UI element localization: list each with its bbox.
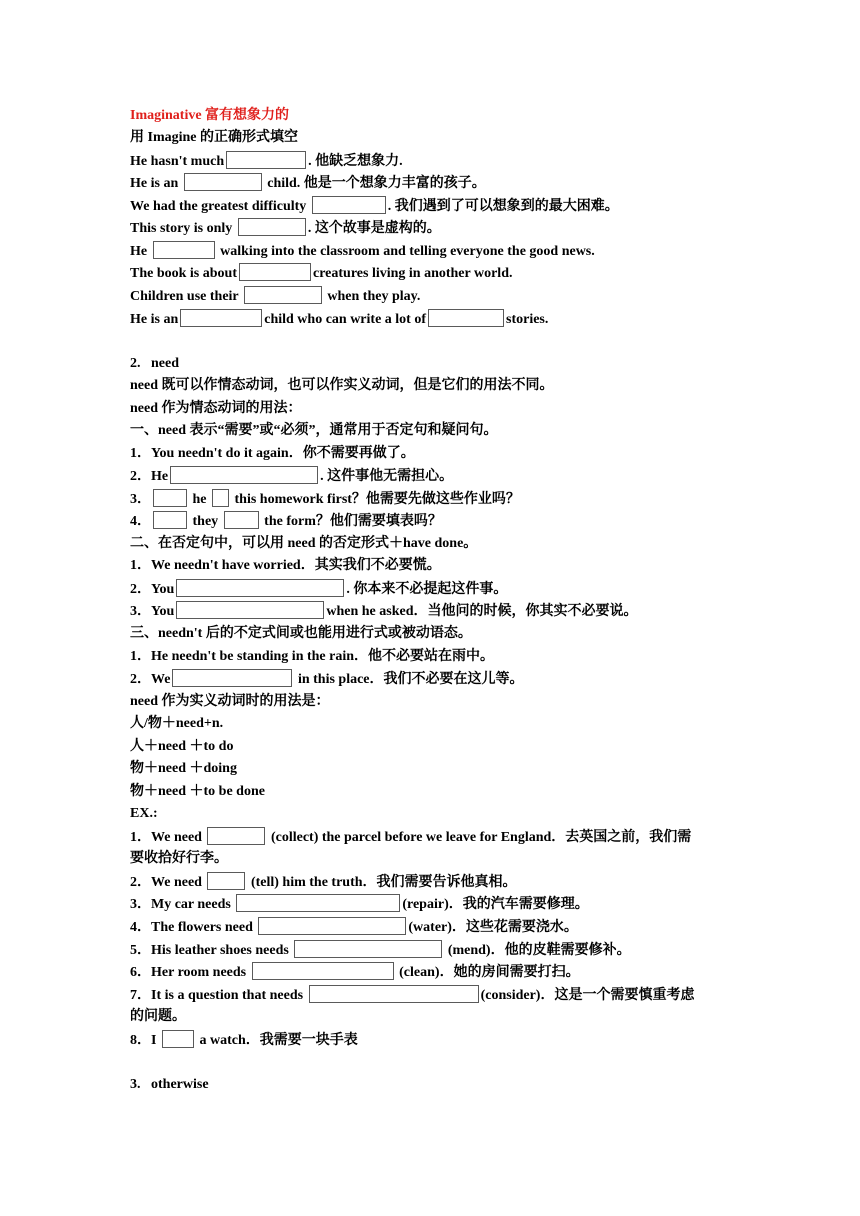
answer-blank[interactable] xyxy=(294,940,442,958)
exercise-line: He walking into the classroom and telling everyone the good news. xyxy=(130,241,595,261)
answer-blank[interactable] xyxy=(207,872,245,890)
subheading: 一、need 表示“需要”或“必须”，通常用于否定句和疑问句。 xyxy=(130,423,498,438)
answer-blank[interactable] xyxy=(226,151,306,169)
section-heading: 2. need xyxy=(130,356,179,371)
exercise-line: 6．Her room needs (clean)．她的房间需要打扫。 xyxy=(130,962,580,982)
exercise-line: 1．We need (collect) the parcel before we leave for England．去英国之前，我们需 xyxy=(130,827,691,847)
example-line: 1．You needn't do it again．你不需要再做了。 xyxy=(130,446,415,461)
exercise-line: 3． he this homework first？他需要先做这些作业吗？ xyxy=(130,489,520,509)
answer-blank[interactable] xyxy=(239,263,311,281)
example-line: 1．We needn't have worried．其实我们不必要慌。 xyxy=(130,558,441,573)
exercise-line: 2．We need (tell) him the truth．我们需要告诉他真相。 xyxy=(130,872,517,892)
answer-blank[interactable] xyxy=(428,309,504,327)
exercise-line: 5．His leather shoes needs (mend)．他的皮鞋需要修补。 xyxy=(130,940,631,960)
exercise-line: 3．My car needs (repair)．我的汽车需要修理。 xyxy=(130,894,589,914)
answer-blank[interactable] xyxy=(153,241,215,259)
example-line: 1．He needn't be standing in the rain．他不必要站在雨中。 xyxy=(130,649,495,664)
formula: 人/物＋need+n. xyxy=(130,716,224,731)
exercise-line: He is an child. 他是一个想象力丰富的孩子。 xyxy=(130,173,486,193)
formula: 物＋need ＋doing xyxy=(130,761,237,776)
subheading: 二、在否定句中，可以用 need 的否定形式＋have done。 xyxy=(130,536,478,551)
exercise-line: 2．We in this place．我们不必要在这儿等。 xyxy=(130,669,524,689)
exercise-line: 7．It is a question that needs (consider)．这是一个需要慎重考虑 xyxy=(130,985,694,1005)
exercise-line-cont: 的问题。 xyxy=(130,1009,186,1024)
exercise-line: 2．You . 你本来不必提起这件事。 xyxy=(130,579,507,599)
exercise-line: 4． they the form？他们需要填表吗？ xyxy=(130,511,442,531)
subheading: 三、needn't 后的不定式间或也能用进行式或被动语态。 xyxy=(130,626,472,641)
answer-blank[interactable] xyxy=(162,1030,194,1048)
answer-blank[interactable] xyxy=(176,579,344,597)
answer-blank[interactable] xyxy=(258,917,406,935)
answer-blank[interactable] xyxy=(184,173,262,191)
answer-blank[interactable] xyxy=(176,601,324,619)
answer-blank[interactable] xyxy=(252,962,394,980)
paragraph: need 作为实义动词时的用法是： xyxy=(130,694,330,709)
answer-blank[interactable] xyxy=(236,894,400,912)
paragraph: need 作为情态动词的用法： xyxy=(130,401,302,416)
answer-blank[interactable] xyxy=(153,489,187,507)
examples-label: EX.: xyxy=(130,806,158,821)
answer-blank[interactable] xyxy=(180,309,262,327)
instruction: 用 Imagine 的正确形式填空 xyxy=(130,130,298,145)
exercise-line: The book is about creatures living in another world. xyxy=(130,263,512,283)
section-title: Imaginative 富有想象力的 xyxy=(130,108,290,123)
exercise-line-cont: 要收拾好行李。 xyxy=(130,851,228,866)
answer-blank[interactable] xyxy=(238,218,306,236)
paragraph: need 既可以作情态动词，也可以作实义动词，但是它们的用法不同。 xyxy=(130,378,554,393)
answer-blank[interactable] xyxy=(312,196,386,214)
exercise-line: 4．The flowers need (water)．这些花需要浇水。 xyxy=(130,917,578,937)
formula: 人＋need ＋to do xyxy=(130,739,234,754)
answer-blank[interactable] xyxy=(153,511,187,529)
exercise-line: 3．You when he asked．当他问的时候，你其实不必要说。 xyxy=(130,601,638,621)
answer-blank[interactable] xyxy=(207,827,265,845)
exercise-line: 2．He . 这件事他无需担心。 xyxy=(130,466,453,486)
answer-blank[interactable] xyxy=(172,669,292,687)
answer-blank[interactable] xyxy=(170,466,318,484)
formula: 物＋need ＋to be done xyxy=(130,784,265,799)
answer-blank[interactable] xyxy=(244,286,322,304)
answer-blank[interactable] xyxy=(224,511,259,529)
exercise-line: We had the greatest difficulty . 我们遇到了可以想象到的最大困难。 xyxy=(130,196,619,216)
answer-blank[interactable] xyxy=(212,489,229,507)
exercise-line: 8．I a watch．我需要一块手表 xyxy=(130,1030,358,1050)
section-heading: 3. otherwise xyxy=(130,1077,209,1092)
answer-blank[interactable] xyxy=(309,985,479,1003)
exercise-line: This story is only . 这个故事是虚构的。 xyxy=(130,218,441,238)
exercise-line: Children use their when they play. xyxy=(130,286,420,306)
exercise-line: He is an child who can write a lot of stories. xyxy=(130,309,548,329)
exercise-line: He hasn't much . 他缺乏想象力. xyxy=(130,151,403,171)
